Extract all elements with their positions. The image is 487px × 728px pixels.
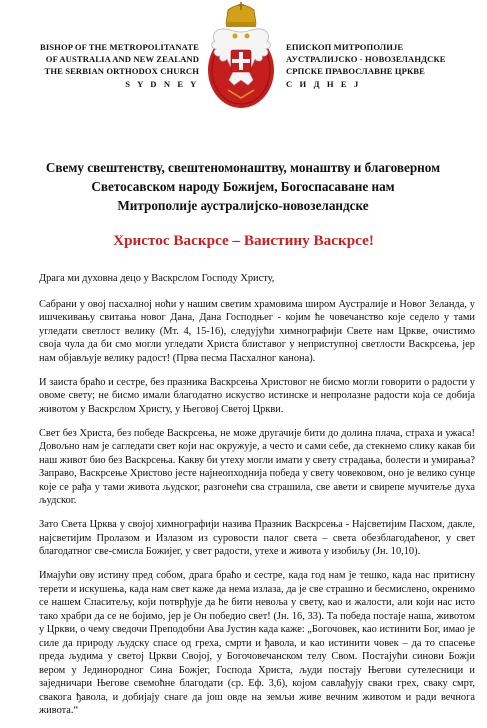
letter-paragraph: Зато Света Црква у својој химнографији назива Празник Васкрсења - Најсветијим Пасхом, дакле, најсветијим Пролазом и Излазом из суровости палог света – света обезблагодаћеног, у свет благодатног све-смисла Божијег, у свет радости, утехе и живота у изобиљу (Јн. 10,10). — [39, 519, 475, 557]
header-english-line: OF AUSTRALIA AND NEW ZEALAND — [45, 54, 199, 65]
addressee-line: Митрополије аустралијско-новозеландске — [117, 198, 369, 213]
header-cyrillic-city: С И Д Н Е Ј — [286, 78, 361, 89]
header-english-line: THE SERBIAN ORTHODOX CHURCH — [44, 66, 199, 77]
paschal-greeting: Христос Васкрсе – Ваистину Васкрсе! — [113, 232, 374, 249]
header-cyrillic-line: АУСТРАЛИЈСКО - НОВОЗЕЛАНДСКЕ — [286, 54, 446, 65]
salutation: Драга ми духовна децо у Васкрслом Господу Христу, — [39, 273, 275, 284]
letter-paragraph: И заиста браћо и сестре, без празника Васкрсења Христовог не бисмо могли говорити о радости у овоме свету; не бисмо имали благодатно искуство истинске и непролазне радости која се добија животом у Васкрслом Христу, у Његовој Светој Цркви. — [39, 376, 475, 415]
header-cyrillic — [286, 41, 486, 90]
header-cyrillic-line: СРПСКЕ ПРАВОСЛАВНЕ ЦРКВЕ — [286, 66, 425, 77]
header-english-city: S Y D N E Y — [125, 78, 199, 89]
header-english-line: BISHOP OF THE METROPOLITANATE — [40, 42, 199, 52]
serbian-orthodox-coat-of-arms-icon — [198, 2, 284, 112]
letter-paragraph: Свет без Христа, без победе Васкрсења, не може другачије бити до долина плача, страха и ужаса! Довољно нам је сагледати свет који нас окружује, а често и сами себе, да стекнемо слику какав би наш живот био без Васкрсења. Какву би утеху могли имати у свету страдања, болести и умирања? Заправо, Васкрсење Христово јесте најнеопходнија победа у свету човековом, оно је велико сунце које се рађа у тами живота људског, разгонећи сва страшила, све авети и свирепе мучитеље духа људског. — [39, 427, 475, 506]
letter-paragraph: Сабрани у овој пасхалној ноћи у нашим светим храмовима широм Аустралије и Новог Зеланда, у ишчекивању свитања новог Дана, Дана Господњег - којим ће човечанство које седело у тами угледати светлост велику (Мт. 4, 15-16), следујући химнографији Свете нам Цркве, очистимо своја чула да би смо могли угледати Христа блиставог у неприступној светлости Васкрсења, јер нам објављује велику радост! (Прва песма Пасхалног канона). — [39, 298, 475, 364]
header-cyrillic-line: ЕПИСКОП МИТРОПОЛИЈЕ — [286, 42, 404, 52]
letter-body — [39, 272, 475, 728]
addressee-heading — [20, 158, 466, 215]
letter-paragraph: Имајући ову истину пред собом, драга браћо и сестре, када год нам је тешко, када нас притисну терети и искушења, када нам свет каже да нема излаза, да је све страшно и бесмислено, окренимо се нашем Спаситељу, који потврђује да ће бити невоља у свету, као и жалости, али који нас исто тако храбри да се не бојимо, јер је Он победио свет! (Јн. 16, 33). Та победа постаје наша, животом у Цркви, о чему сведочи Преподобни Ава Јустин када каже: „Богочовек, као истинити Бог, имао је силе да природу људску спасе од греха, смрти и ђавола, и као истинити човек – да то спасење преда људима у светој Цркви Својој, у Богочовечанском телу Свом. Постајући синови Божји вером у Јединородног Сина Божјег, Господа Христа, људи постају Његови сутелесници и заједничари Његове свемоћне благодати (ср. Еф. 3,6), којом савлађују сваки грех, сваку смрт, свакога ђавола, и добијају снаге да још овде на земљи живе вечним животом и ради вечнога живота.“ — [39, 570, 475, 716]
addressee-line: Светосавском народу Божијем, Богоспасаване нам — [91, 179, 395, 194]
header-english — [2, 41, 199, 90]
addressee-line: Свему свештенству, свештеномонаштву, монаштву и благоверном — [45, 160, 441, 175]
